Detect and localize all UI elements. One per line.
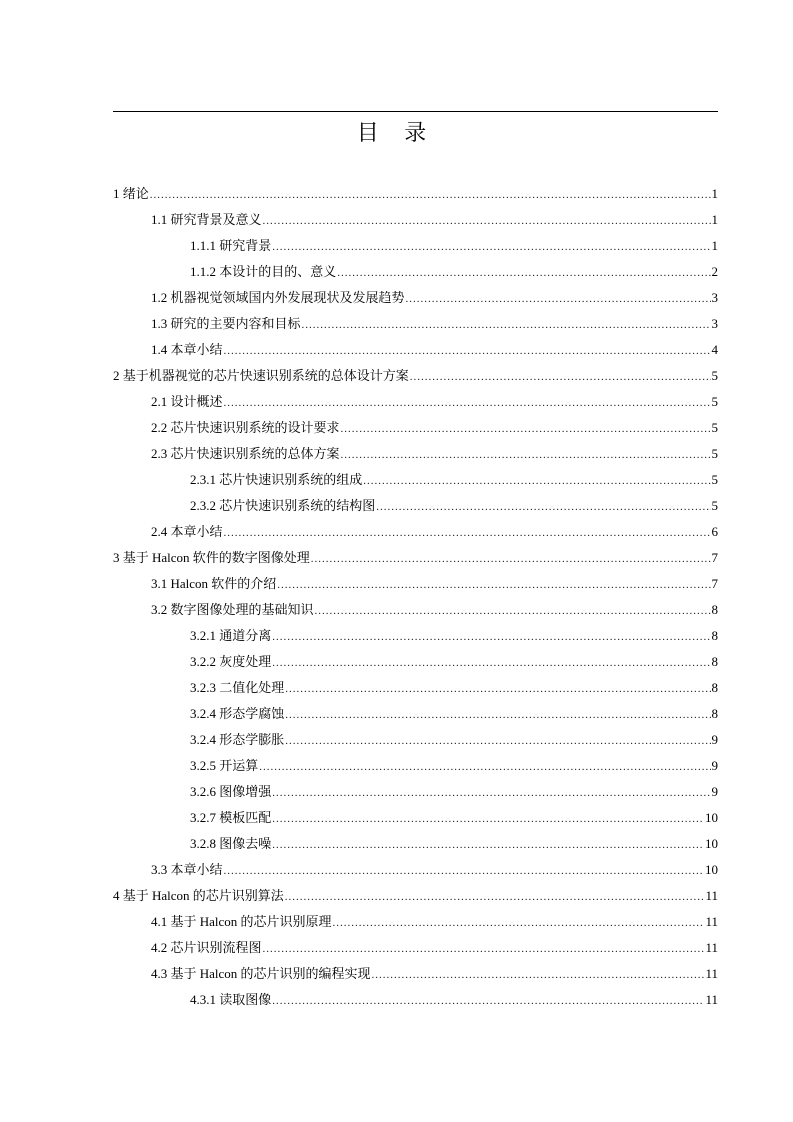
toc-entry-page-number: 5: [711, 498, 718, 513]
toc-entry-page-number: 5: [711, 368, 718, 383]
toc-dot-leader: [224, 338, 711, 364]
toc-entry-page-number: 3: [711, 290, 718, 305]
toc-entry-page-number: 8: [711, 706, 718, 721]
toc-entry-page-number: 9: [711, 758, 718, 773]
toc-entry-title: 3.2.1 通道分离: [190, 628, 272, 643]
toc-entry-page-number: 9: [711, 732, 718, 747]
toc-entry-title: 2.4 本章小结: [151, 524, 223, 539]
toc-dot-leader: [341, 442, 711, 468]
toc-entry-title: 1.3 研究的主要内容和目标: [151, 316, 301, 331]
toc-entry-page-number: 3: [711, 316, 718, 331]
toc-entry-title: 4.3 基于 Halcon 的芯片识别的编程实现: [151, 966, 371, 981]
toc-entry[interactable]: [113, 753, 718, 779]
toc-entry-title: 3.2.4 形态学腐蚀: [190, 706, 285, 721]
toc-dot-leader: [372, 962, 705, 988]
header-rule: [113, 111, 718, 112]
toc-entry-page-number: 6: [711, 524, 718, 539]
toc-entry-title: 3.2.3 二值化处理: [190, 680, 285, 695]
toc-dot-leader: [311, 546, 711, 572]
toc-dot-leader: [150, 182, 711, 208]
toc-entry-title: 2.3.1 芯片快速识别系统的组成: [190, 472, 363, 487]
toc-dot-leader: [224, 520, 711, 546]
toc-entry-title: 4.2 芯片识别流程图: [151, 940, 262, 955]
toc-entry-title: 3.2.4 形态学膨胀: [190, 732, 285, 747]
toc-entry[interactable]: [113, 857, 718, 883]
toc-entry-title: 4 基于 Halcon 的芯片识别算法: [113, 888, 284, 903]
toc-dot-leader: [272, 624, 710, 650]
toc-dot-leader: [410, 364, 711, 390]
toc-entry[interactable]: [113, 831, 718, 857]
toc-entry-page-number: 10: [705, 810, 718, 825]
toc-entry-page-number: 1: [711, 238, 718, 253]
toc-entry[interactable]: [113, 935, 718, 961]
toc-dot-leader: [272, 988, 704, 1014]
toc-dot-leader: [406, 286, 711, 312]
toc-entry[interactable]: [113, 623, 718, 649]
toc-entry[interactable]: [113, 363, 718, 389]
toc-entry-page-number: 11: [705, 914, 718, 929]
toc-entry-title: 2.3.2 芯片快速识别系统的结构图: [190, 498, 376, 513]
toc-entry-page-number: 1: [711, 186, 718, 201]
toc-entry-title: 3.2.7 模板匹配: [190, 810, 272, 825]
toc-entry-title: 3.1 Halcon 软件的介绍: [151, 576, 277, 591]
toc-entry-title: 1.1 研究背景及意义: [151, 212, 262, 227]
toc-entry-page-number: 7: [711, 550, 718, 565]
toc-entry-title: 3.3 本章小结: [151, 862, 223, 877]
toc-entry-title: 1.4 本章小结: [151, 342, 223, 357]
toc-entry[interactable]: [113, 883, 718, 909]
toc-entry-page-number: 7: [711, 576, 718, 591]
toc-dot-leader: [376, 494, 710, 520]
toc-dot-leader: [285, 884, 705, 910]
toc-entry-title: 1.2 机器视觉领域国内外发展现状及发展趋势: [151, 290, 405, 305]
toc-entry-title: 3 基于 Halcon 软件的数字图像处理: [113, 550, 310, 565]
toc-dot-leader: [315, 598, 711, 624]
toc-dot-leader: [333, 910, 705, 936]
toc-dot-leader: [272, 650, 710, 676]
toc-entry-page-number: 8: [711, 628, 718, 643]
toc-entry[interactable]: [113, 415, 718, 441]
toc-entry[interactable]: [113, 987, 718, 1013]
toc-entry-page-number: 11: [705, 888, 718, 903]
toc-entry-page-number: 11: [705, 966, 718, 981]
toc-entry-page-number: 8: [711, 602, 718, 617]
toc-dot-leader: [272, 780, 710, 806]
toc-dot-leader: [341, 416, 711, 442]
toc-entry-title: 1.1.1 研究背景: [190, 238, 272, 253]
toc-dot-leader: [302, 312, 711, 338]
toc-entry-page-number: 11: [705, 992, 718, 1007]
toc-dot-leader: [272, 806, 704, 832]
toc-entry-page-number: 5: [711, 394, 718, 409]
toc-entry[interactable]: [113, 441, 718, 467]
toc-entry[interactable]: [113, 571, 718, 597]
toc-entry-title: 2.2 芯片快速识别系统的设计要求: [151, 420, 340, 435]
toc-dot-leader: [337, 260, 710, 286]
toc-entry-title: 4.3.1 读取图像: [190, 992, 272, 1007]
toc-dot-leader: [263, 208, 711, 234]
toc-entry-title: 2 基于机器视觉的芯片快速识别系统的总体设计方案: [113, 368, 409, 383]
toc-entry[interactable]: [113, 779, 718, 805]
toc-dot-leader: [272, 832, 704, 858]
toc-dot-leader: [224, 390, 711, 416]
toc-entry-page-number: 11: [705, 940, 718, 955]
toc-entry-page-number: 10: [705, 862, 718, 877]
toc-entry[interactable]: [113, 727, 718, 753]
toc-entry-title: 3.2.8 图像去噪: [190, 836, 272, 851]
toc-entry[interactable]: [113, 961, 718, 987]
toc-entry-title: 4.1 基于 Halcon 的芯片识别原理: [151, 914, 332, 929]
toc-dot-leader: [285, 702, 710, 728]
toc-entry[interactable]: [113, 649, 718, 675]
toc-entry-page-number: 9: [711, 784, 718, 799]
toc-entry[interactable]: [113, 701, 718, 727]
toc-entry[interactable]: [113, 805, 718, 831]
toc-entry-page-number: 8: [711, 654, 718, 669]
toc-entry[interactable]: [113, 597, 718, 623]
toc-entry-title: 3.2.2 灰度处理: [190, 654, 272, 669]
toc-dot-leader: [272, 234, 710, 260]
toc-dot-leader: [285, 676, 710, 702]
toc-entry-page-number: 5: [711, 472, 718, 487]
toc-entry[interactable]: [113, 519, 718, 545]
toc-entry[interactable]: [113, 337, 718, 363]
toc-entry-title: 3.2 数字图像处理的基础知识: [151, 602, 314, 617]
toc-dot-leader: [224, 858, 704, 884]
toc-dot-leader: [259, 754, 710, 780]
toc-entry[interactable]: [113, 181, 718, 207]
toc-entry[interactable]: [113, 233, 718, 259]
toc-entry-page-number: 10: [705, 836, 718, 851]
toc-entry[interactable]: [113, 311, 718, 337]
toc-entry-title: 2.1 设计概述: [151, 394, 223, 409]
toc-entry-page-number: 5: [711, 420, 718, 435]
toc-entry-page-number: 2: [711, 264, 718, 279]
toc-entry-title: 3.2.5 开运算: [190, 758, 259, 773]
toc-entry[interactable]: [113, 389, 718, 415]
toc-entry[interactable]: [113, 909, 718, 935]
toc-entry-page-number: 5: [711, 446, 718, 461]
toc-entry[interactable]: [113, 675, 718, 701]
toc-entry-title: 2.3 芯片快速识别系统的总体方案: [151, 446, 340, 461]
toc-entry[interactable]: [113, 207, 718, 233]
toc-entry[interactable]: [113, 259, 718, 285]
toc-entry-page-number: 1: [711, 212, 718, 227]
table-of-contents: [113, 181, 718, 1013]
toc-entry[interactable]: [113, 493, 718, 519]
toc-entry[interactable]: [113, 285, 718, 311]
toc-entry-title: 1 绪论: [113, 186, 149, 201]
toc-dot-leader: [263, 936, 705, 962]
page-title: 目 录: [356, 120, 437, 145]
toc-dot-leader: [285, 728, 710, 754]
toc-entry-page-number: 8: [711, 680, 718, 695]
toc-entry[interactable]: [113, 467, 718, 493]
toc-entry-title: 1.1.2 本设计的目的、意义: [190, 264, 337, 279]
toc-dot-leader: [363, 468, 710, 494]
toc-entry-page-number: 4: [711, 342, 718, 357]
toc-dot-leader: [277, 572, 710, 598]
toc-entry-title: 3.2.6 图像增强: [190, 784, 272, 799]
toc-entry[interactable]: [113, 545, 718, 571]
